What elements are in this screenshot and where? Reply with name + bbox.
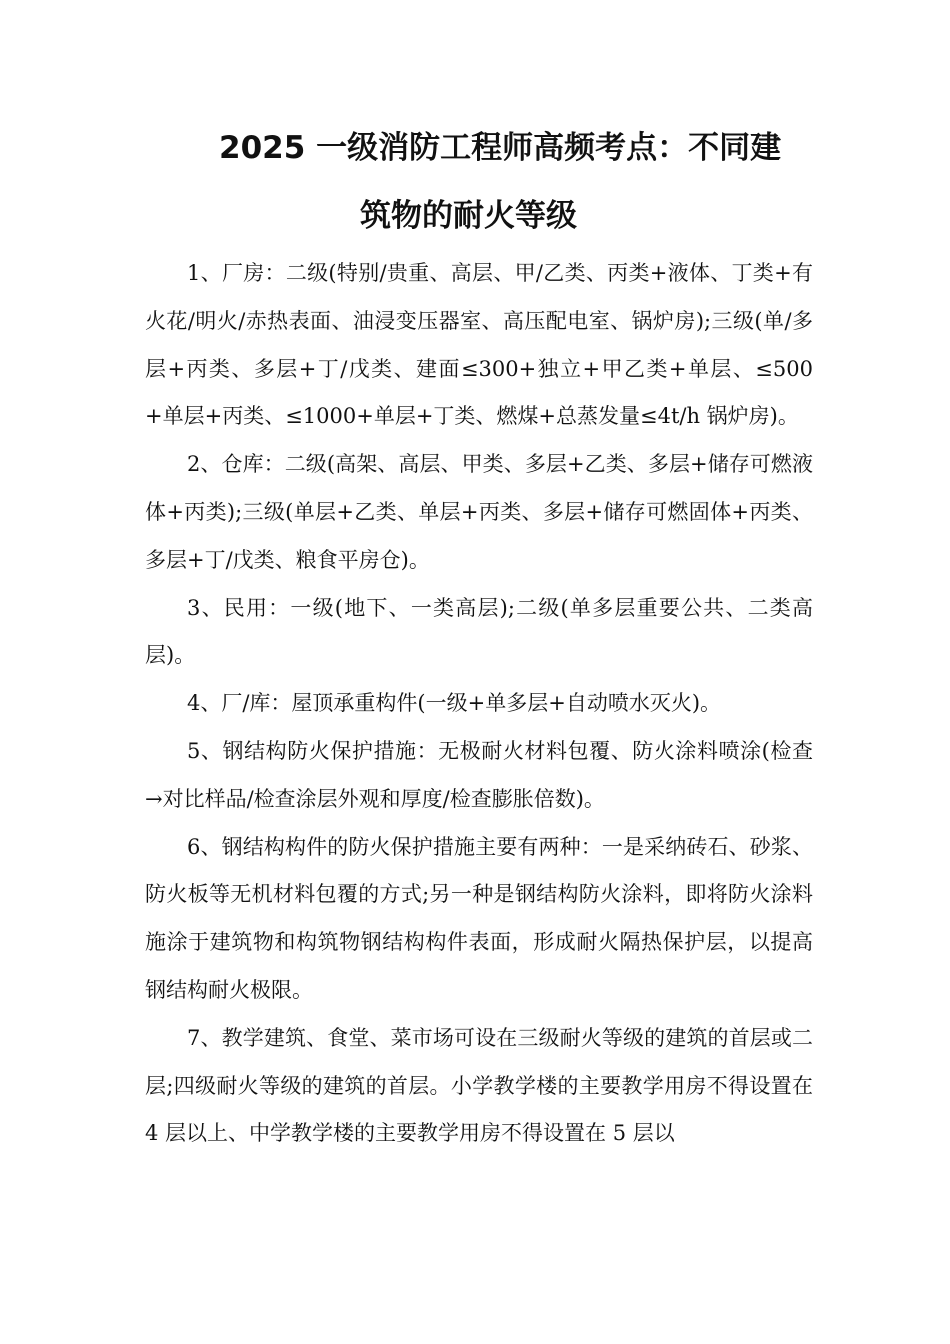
paragraph-4: 4、厂/库：屋顶承重构件(一级+单多层+自动喷水灭火)。 — [187, 691, 722, 716]
paragraph-5: 5、钢结构防火保护措施：无极耐火材料包覆、防火涂料喷涂(检查→对比样品/检查涂层外观和厚度/检查膨胀倍数)。 — [145, 738, 813, 811]
document-title-line-1: 2025 一级消防工程师高频考点：不同建 — [219, 130, 782, 166]
document-body — [145, 250, 813, 1158]
paragraph-3: 3、民用：一级(地下、一类高层);二级(单多层重要公共、二类高层)。 — [145, 595, 813, 668]
paragraph-1: 1、厂房：二级(特别/贵重、高层、甲/乙类、丙类+液体、丁类+有火花/明火/赤热表面、油浸变压器室、高压配电室、锅炉房);三级(单/多层+丙类、多层+丁/戊类、建面≤300+独立+甲乙类+单层、≤500+单层+丙类、≤1000+单层+丁类、燃煤+总蒸发量≤4t/h 锅炉房)。 — [145, 261, 813, 429]
document-title-line-2: 筑物的耐火等级 — [360, 198, 577, 234]
paragraph-2: 2、仓库：二级(高架、高层、甲类、多层+乙类、多层+储存可燃液体+丙类);三级(单层+乙类、单层+丙类、多层+储存可燃固体+丙类、多层+丁/戊类、粮食平房仓)。 — [145, 452, 813, 572]
paragraph-6: 6、钢结构构件的防火保护措施主要有两种：一是采纳砖石、砂浆、防火板等无机材料包覆的方式;另一种是钢结构防火涂料，即将防火涂料施涂于建筑物和构筑物钢结构构件表面，形成耐火隔热保护层，以提高钢结构耐火极限。 — [145, 834, 813, 1002]
paragraph-7: 7、教学建筑、食堂、菜市场可设在三级耐火等级的建筑的首层或二层;四级耐火等级的建筑的首层。小学教学楼的主要教学用房不得设置在 4 层以上、中学教学楼的主要教学用房不得设置在 5 层以 — [145, 1025, 813, 1146]
